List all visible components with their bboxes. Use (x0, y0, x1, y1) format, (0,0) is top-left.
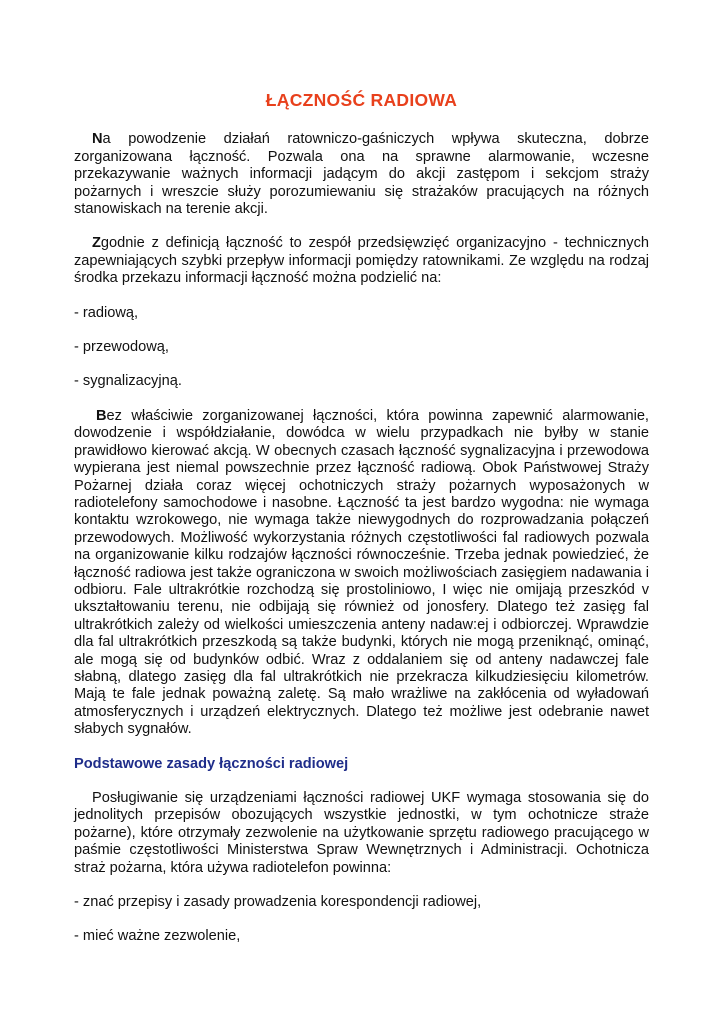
initial-letter: N (92, 131, 103, 148)
paragraph-text: godnie z definicją łączność to zespół przedsięwzięć organizacyjno - technicznych zapewniających szybki przepływ informacji pomiędzy ratownikami. Ze względu na rodzaj środka przekazu informacji łączność można podzielić na: (74, 235, 649, 287)
page-title: ŁĄCZNOŚĆ RADIOWA (265, 90, 458, 110)
paragraph-text: ez właściwie zorganizowanej łączności, która powinna zapewnić alarmowanie, dowodzenie i współdziałanie, dowódca w wielu przypadkach nie byłby w stanie prawidłowo kierować akcją. W obecnych czasach łączność sygnalizacyjna i przewodowa wypierana jest niemal powszechnie przez łączność radiową. Obok Państwowej Straży Pożarnej działa coraz więcej ochotniczych straży pożarnych wyposażonych w radiotelefony samochodowe i nasobne. Łączność ta jest bardzo wygodna: nie wymaga kontaktu wzrokowego, nie wymaga także niewygodnych do rozprowadzania połączeń przewodowych. Możliwość wykorzystania różnych częstotliwości fal radiowych pozwala na organizowanie kilku rodzajów łączności równocześnie. Trzeba jednak powiedzieć, że łączność radiowa jest także ograniczona w swoich możliwościach zasięgiem nadawania i odbioru. Fale ultrakrótkie rozchodzą się prostoliniowo, I więc nie omijają przeszkód v ukształtowaniu terenu, nie odbijają się również od jonosfery. Dlatego też zasięg fal ultrakrótkich zależy od wielkości umieszczenia anteny nadaw:ej i odbiorczej. Wprawdzie dla fal ultrakrótkich przeszkodą są także budynki, których nie mogą przeniknąć, ominąć, ale mogą się od budynków odbić. Wraz z oddalaniem się od anteny nadawczej fale słabną, dlatego zasięg dla fal ultrakrótkich nie przekracza kilkudziesięciu kilometrów. Mają te fale jednak poważną zaletę. Są mało wrażliwe na zakłócenia od wyładowań atmosferycznych i urządzeń elektrycznych. Dlatego też możliwe jest odebranie nawet słabych sygnałów. (74, 407, 649, 738)
paragraph-rules: Posługiwanie się urządzeniami łączności radiowej UKF wymaga stosowania się do jednolitych przepisów obozujących wszystkie jednostki, w tym ochotnicze straże pożarne), które otrzymały zezwolenie na użytkowanie sprzętu radiowego pracującego w paśmie częstotliwości Ministerstwa Spraw Wewnętrznych i Administracji. Ochotnicza straż pożarna, która używa radiotelefon powinna: (74, 790, 649, 876)
list-item: - mieć ważne zezwolenie, (74, 928, 241, 945)
paragraph-intro (74, 131, 649, 218)
paragraph-definition (74, 235, 649, 287)
list-item: - przewodową, (74, 339, 169, 356)
list-item: - sygnalizacyjną. (74, 373, 182, 390)
initial-letter: B (96, 407, 107, 424)
section-heading: Podstawowe zasady łączności radiowej (74, 755, 349, 772)
initial-letter: Z (92, 235, 101, 252)
paragraph-text: a powodzenie działań ratowniczo-gaśniczych wpływa skuteczna, dobrze zorganizowana łączność. Pozwala ona na sprawne alarmowanie, wczesne przekazywanie ważnych informacji jadącym do akcji zastępom i sekcjom straży pożarnych i wreszcie służy porozumiewaniu się strażaków pracujących na różnych stanowiskach na terenie akcji. (74, 131, 649, 218)
document-page (74, 92, 649, 946)
paragraph-radio (74, 408, 649, 739)
list-item: - znać przepisy i zasady prowadzenia korespondencji radiowej, (74, 894, 482, 911)
list-item: - radiową, (74, 304, 139, 321)
